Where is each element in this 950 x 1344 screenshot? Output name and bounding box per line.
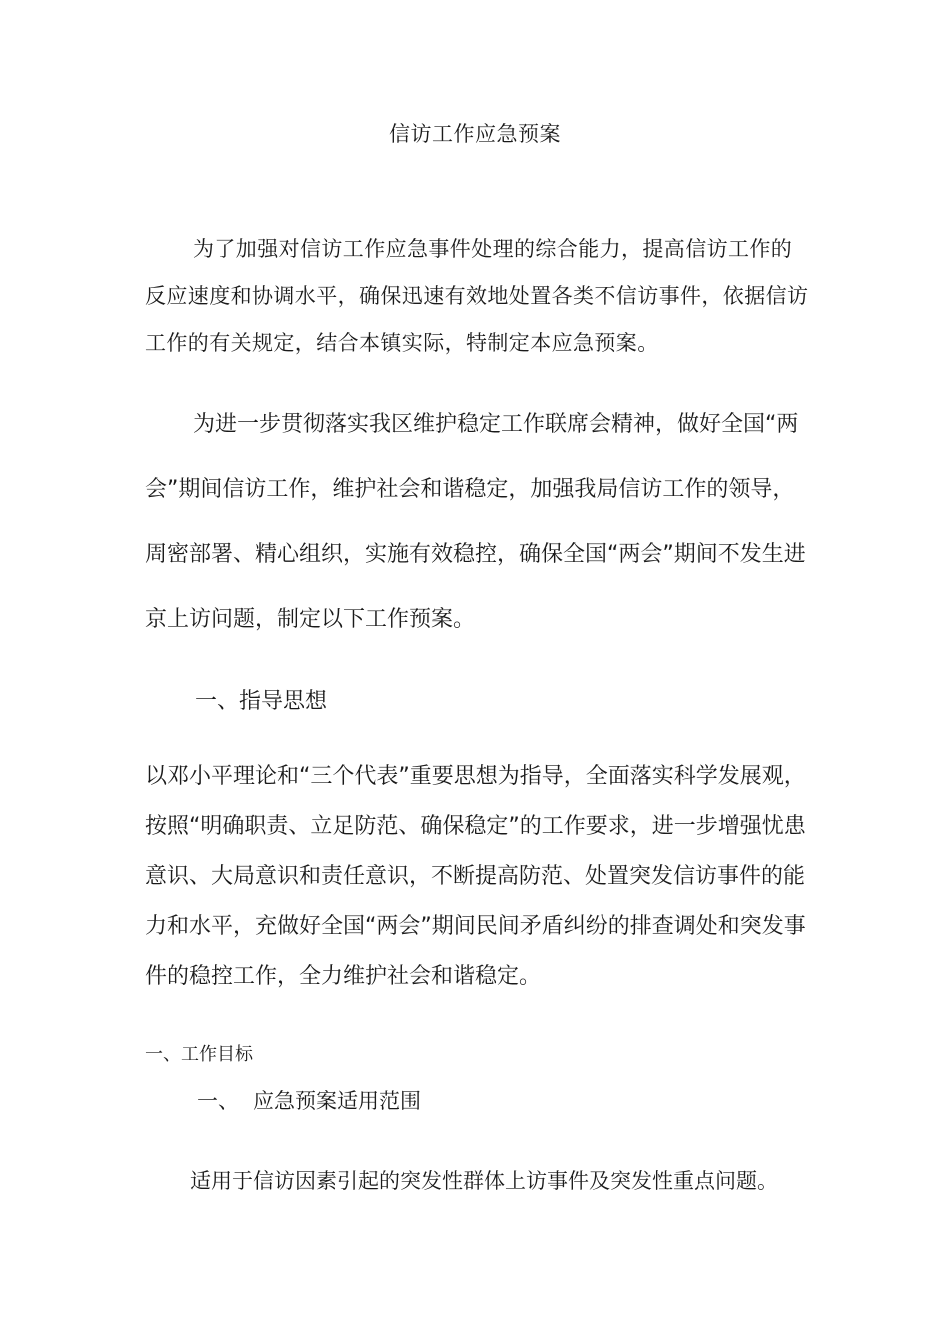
- guiding-thought-paragraph: 以邓小平理论和“三个代表”重要思想为指导，全面落实科学发展观，按照“明确职责、立足防范、确保稳定”的工作要求，进一步增强忧患意识、大局意识和责任意识，不断提高防范、处置突发信访事件的能力和水平，充做好全国“两会”期间民间矛盾纠纷的排查调处和突发事件的稳控工作，全力维护社会和谐稳定。: [145, 764, 806, 989]
- subsection-heading-scope: [197, 1085, 421, 1115]
- section-heading-guiding-thought: 一、指导思想: [195, 689, 328, 714]
- purpose-paragraph: 为进一步贯彻落实我区维护稳定工作联席会精神，做好全国“两会”期间信访工作，维护社会和谐稳定，加强我局信访工作的领导，周密部署、精心组织，实施有效稳控，确保全国“两会”期间不发生进京上访问题，制定以下工作预案。: [145, 412, 806, 632]
- subsection-number: 一、: [197, 1089, 239, 1113]
- scope-paragraph: 适用于信访因素引起的突发性群体上访事件及突发性重点问题。: [190, 1169, 778, 1193]
- document-title: 信访工作应急预案: [389, 122, 561, 146]
- subsection-title: 应急预案适用范围: [253, 1089, 421, 1113]
- section-heading-work-goals: 一、工作目标: [145, 1044, 253, 1065]
- intro-paragraph: 为了加强对信访工作应急事件处理的综合能力，提高信访工作的反应速度和协调水平，确保迅速有效地处置各类不信访事件，依据信访工作的有关规定，结合本镇实际，特制定本应急预案。: [145, 237, 809, 355]
